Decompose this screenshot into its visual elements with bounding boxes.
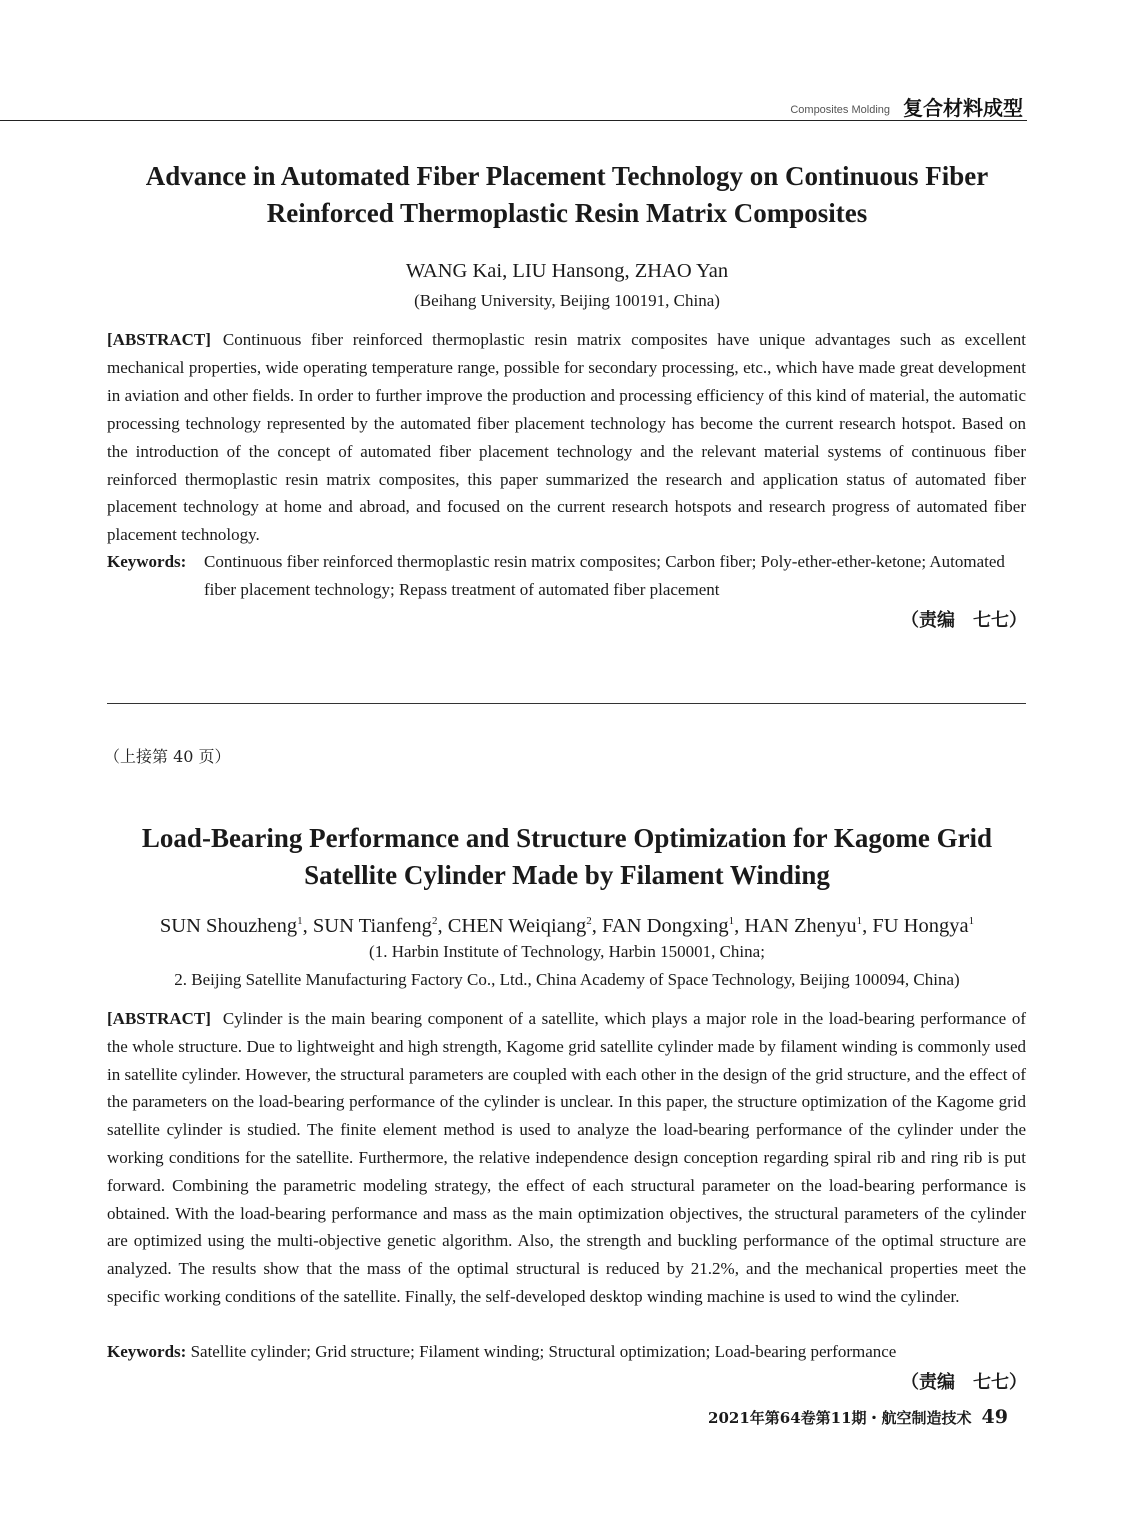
article2-abstract xyxy=(107,1005,1026,1311)
author-name: SUN Tianfeng xyxy=(312,914,432,937)
author-name: SUN Shouzheng xyxy=(159,914,298,937)
author-affil-mark: 1 xyxy=(968,915,975,927)
section-divider xyxy=(107,703,1026,704)
article2-keywords-text: Satellite cylinder; Grid structure; Filament winding; Structural optimization; Load-bearing performance xyxy=(190,1342,897,1361)
article1-abstract-label: [ABSTRACT] xyxy=(107,330,211,349)
author-affil-mark: 1 xyxy=(856,915,863,927)
article2-keywords xyxy=(107,1338,1026,1366)
article1-keywords xyxy=(107,548,1026,604)
article2-affiliation-1: (1. Harbin Institute of Technology, Harbin 150001, China; xyxy=(369,942,765,961)
author-name: HAN Zhenyu xyxy=(744,914,857,937)
article1-affiliation: (Beihang University, Beijing 100191, China) xyxy=(414,291,720,310)
article2-abstract-text: Cylinder is the main bearing component of a satellite, which plays a major role in the load-bearing performance of the whole structure. Due to lightweight and high strength, Kagome grid satellite cylinder made by filament winding is commonly used in satellite cylinder. However, the structural parameters are coupled with each other in the design of the grid structure, and the effect of the parameters on the load-bearing performance of the cylinder is unclear. In this paper, the structure optimization of the Kagome grid satellite cylinder is studied. The finite element method is used to analyze the load-bearing performance of the cylinder under the working conditions for the satellite. Furthermore, the relative independence design conception regarding spiral rib and ring rib is put forward. Combining the parametric modeling strategy, the effect of each structural parameter on the load-bearing performance is obtained. With the load-bearing performance and mass as the main optimization objectives, the structural parameters of the cylinder are optimized using the multi-objective genetic algorithm. Also, the strength and buckling performance of the optimal structure are analyzed. The results show that the mass of the optimal structural is reduced by 21.2%, and the mechanical properties meet the specific working conditions of the satellite. Finally, the self-developed desktop winding machine is used to wind the cylinder. xyxy=(107,1009,1026,1306)
author-name: CHEN Weiqiang xyxy=(447,914,587,937)
footer-journal: 2021年第64卷第11期・航空制造技术 xyxy=(708,1409,972,1427)
author-affil-mark: 2 xyxy=(431,915,438,927)
article2-authors: SUN Shouzheng$^1$, SUN Tianfeng$^2$, CHEN Weiqiang$^2$, FAN Dongxing$^1$, HAN Zhenyu$^1$, FU Hongya$^1$ xyxy=(159,914,975,937)
article2-title xyxy=(100,820,1034,894)
article1-title xyxy=(100,158,1034,232)
page-footer xyxy=(708,1406,1008,1428)
header-section-en: Composites Molding xyxy=(790,104,890,116)
continuation-note: （上接第 40 页） xyxy=(104,747,231,766)
article1-abstract-text: Continuous fiber reinforced thermoplastic resin matrix composites have unique advantages such as excellent mechanical properties, wide operating temperature range, possible for secondary processing, etc., which have made great development in aviation and other fields. In order to further improve the production and processing efficiency of this kind of material, the automatic processing technology represented by the automated fiber placement technology has become the current research hotspot. Based on the introduction of the concept of automated fiber placement technology and the relevant material systems of continuous fiber reinforced thermoplastic resin matrix composites, this paper summarized the research and application status of automated fiber placement technology at home and abroad, and focused on the current research hotspots and research progress of automated fiber placement technology. xyxy=(107,330,1026,545)
page-number: 49 xyxy=(981,1406,1008,1428)
article1-title-line2: Reinforced Thermoplastic Resin Matrix Composites xyxy=(266,198,868,228)
article2-editor-note: （责编 七七） xyxy=(901,1372,1027,1393)
article1-keywords-text: Continuous fiber reinforced thermoplastic resin matrix composites; Carbon fiber; Poly-ether-ether-ketone; Automated fiber placement technology; Repass treatment of automated fiber placement xyxy=(204,552,1005,599)
article1-abstract xyxy=(107,326,1026,549)
author-affil-mark: 2 xyxy=(586,915,592,927)
article1-keywords-label: Keywords: xyxy=(107,552,187,571)
article2-keywords-label: Keywords: xyxy=(107,1342,187,1361)
running-header xyxy=(0,88,1027,121)
article2-title-line2: Satellite Cylinder Made by Filament Winding xyxy=(304,860,830,890)
article2-affiliation-2: 2. Beijing Satellite Manufacturing Factory Co., Ltd., China Academy of Space Technology, Beijing 100094, China) xyxy=(174,970,960,989)
article2-title-line1: Load-Bearing Performance and Structure Optimization for Kagome Grid xyxy=(141,823,993,853)
header-section-cn: 复合材料成型 xyxy=(903,96,1023,120)
author-affil-mark: 1 xyxy=(728,915,735,927)
article1-authors: WANG Kai, LIU Hansong, ZHAO Yan xyxy=(405,260,729,282)
author-name: FU Hongya xyxy=(872,914,969,937)
article1-editor-note: （责编 七七） xyxy=(901,610,1027,631)
article2-abstract-label: [ABSTRACT] xyxy=(107,1009,211,1028)
article1-title-line1: Advance in Automated Fiber Placement Technology on Continuous Fiber xyxy=(145,161,989,191)
author-affil-mark: 1 xyxy=(297,915,303,927)
author-name: FAN Dongxing xyxy=(602,914,729,937)
